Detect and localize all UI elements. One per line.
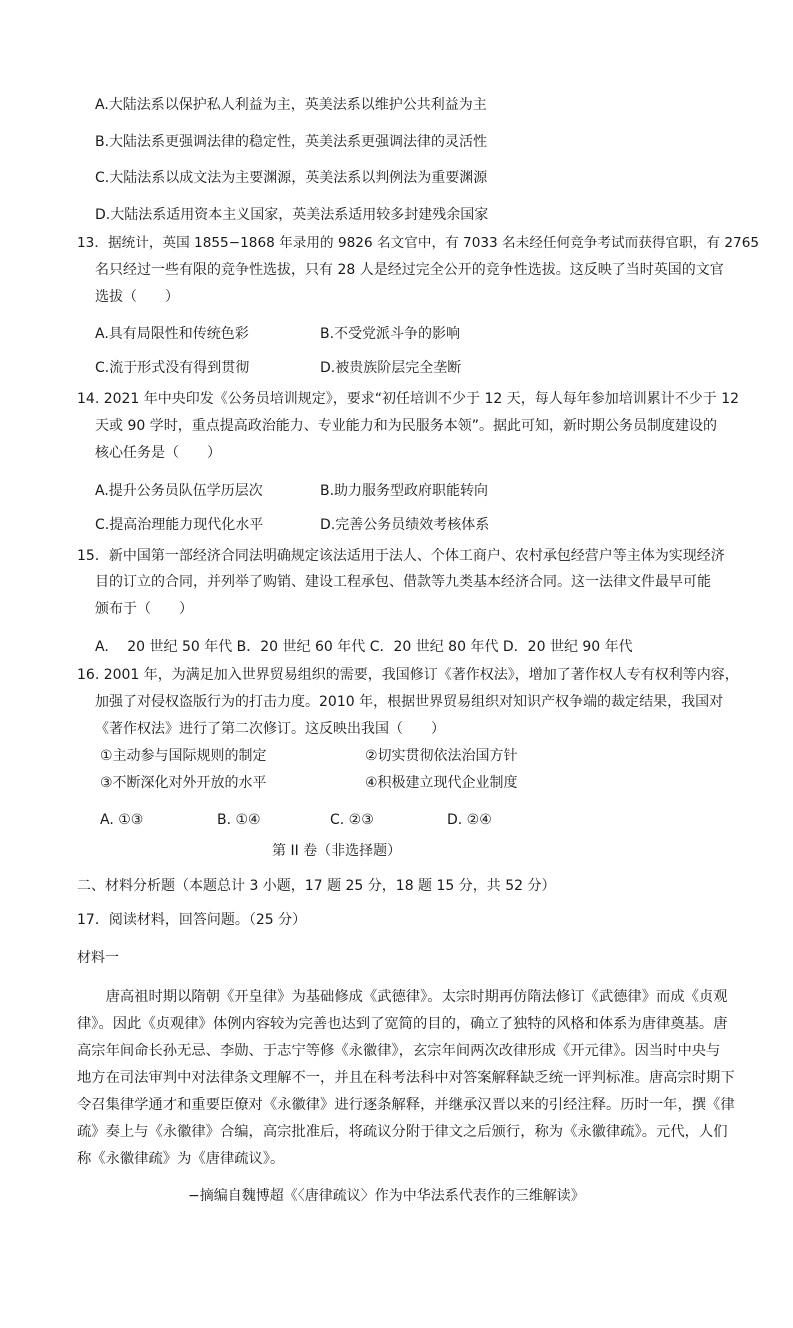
q13-stem-line-2: 名只经过一些有限的竞争性选拔，只有 28 人是经过完全公开的竞争性选拔。这反映了当时英国的文官 xyxy=(95,262,724,278)
q13-option-d: D.被贵族阶层完全垄断 xyxy=(320,360,462,376)
material-line-3: 高宗年间命长孙无忌、李勋、于志宁等修《永徽律》，玄宗年间两次改律形成《开元律》。因当时中央与 xyxy=(77,1043,721,1059)
q14-option-c: C.提高治理能力现代化水平 xyxy=(95,517,264,533)
q13-stem-line-3: 选拔（ ） xyxy=(95,289,179,305)
q12-option-b: B.大陆法系更强调法律的稳定性，英美法系更强调法律的灵活性 xyxy=(95,134,488,150)
q16-item-1: ①主动参与国际规则的制定 xyxy=(100,748,267,764)
q15-stem-line-1: 15．新中国第一部经济合同法明确规定该法适用于法人、个体工商户、农村承包经营户等主体为实现经济 xyxy=(77,548,725,564)
q16-item-4: ④积极建立现代企业制度 xyxy=(365,775,518,791)
q16-option-b: B. ①④ xyxy=(217,812,261,828)
material-line-2: 律》。因此《贞观律》体例内容较为完善也达到了宽简的目的，确立了独特的风格和体系为唐律奠基。唐 xyxy=(77,1016,728,1032)
q14-stem-line-1: 14. 2021 年中央印发《公务员培训规定》，要求“初任培训不少于 12 天，每人每年参加培训累计不少于 12 xyxy=(77,391,740,407)
material-line-6: 疏》奏上与《永徽律》合编，高宗批准后，将疏议分附于律文之后颁行，称为《永徽律疏》。元代，人们 xyxy=(77,1124,728,1140)
material-label: 材料一 xyxy=(77,950,119,966)
q15-stem-line-3: 颁布于（ ） xyxy=(95,601,193,617)
q16-stem-line-3: 《著作权法》进行了第二次修订。这反映出我国（ ） xyxy=(95,721,445,737)
q14-stem-line-2: 天或 90 学时，重点提高政治能力、专业能力和为民服务本领”。据此可知，新时期公务员制度建设的 xyxy=(95,418,717,434)
q13-option-c: C.流于形式没有得到贯彻 xyxy=(95,360,250,376)
q13-stem-line-1: 13．据统计，英国 1855−1868 年录用的 9826 名文官中，有 7033 名未经任何竞争考试而获得官职，有 2765 xyxy=(77,235,760,251)
q13-option-a: A.具有局限性和传统色彩 xyxy=(95,326,249,342)
q12-option-a: A.大陆法系以保护私人利益为主，英美法系以维护公共利益为主 xyxy=(95,97,487,113)
q16-item-2: ②切实贯彻依法治国方针 xyxy=(365,748,518,764)
material-line-5: 令召集律学通才和重要臣僚对《永徽律》进行逐条解释，并继承汉晋以来的引经注释。历时一年，撰《律 xyxy=(77,1097,735,1113)
q16-option-d: D. ②④ xyxy=(447,812,492,828)
q16-item-3: ③不断深化对外开放的水平 xyxy=(100,775,267,791)
source-citation: −摘编自魏博超《〈唐律疏议〉作为中华法系代表作的三维解读》 xyxy=(188,1188,585,1204)
section2-title: 第 II 卷（非选择题） xyxy=(272,843,402,859)
q14-stem-line-3: 核心任务是（ ） xyxy=(95,445,221,461)
q16-option-c: C. ②③ xyxy=(330,812,374,828)
q16-option-a: A. ①③ xyxy=(100,812,144,828)
q13-option-b: B.不受党派斗争的影响 xyxy=(320,326,461,342)
q15-stem-line-2: 目的订立的合同，并列举了购销、建设工程承包、借款等九类基本经济合同。这一法律文件最早可能 xyxy=(95,574,711,590)
q16-stem-line-1: 16. 2001 年，为满足加入世界贸易组织的需要，我国修订《著作权法》，增加了著作权人专有权利等内容， xyxy=(77,667,739,683)
q14-option-d: D.完善公务员绩效考核体系 xyxy=(320,517,490,533)
q12-option-d: D.大陆法系适用资本主义国家，英美法系适用较多封建残余国家 xyxy=(95,207,489,223)
material-line-1: 唐高祖时期以隋朝《开皇律》为基础修成《武德律》。太宗时期再仿隋法修订《武德律》而成《贞观 xyxy=(77,989,728,1005)
q17-heading: 17．阅读材料，回答问题。（25 分） xyxy=(77,912,307,928)
q16-stem-line-2: 加强了对侵权盗版行为的打击力度。2010 年，根据世界贸易组织对知识产权争端的裁定结果，我国对 xyxy=(95,694,724,710)
material-line-7: 称《永徽律疏》为《唐律疏议》。 xyxy=(77,1151,285,1167)
q15-options: A. 20 世纪 50 年代 B．20 世纪 60 年代 C．20 世纪 80 年代 D．20 世纪 90 年代 xyxy=(95,639,633,655)
q14-option-a: A.提升公务员队伍学历层次 xyxy=(95,483,263,499)
section2-heading: 二、材料分析题（本题总计 3 小题，17 题 25 分，18 题 15 分，共 52 分） xyxy=(77,878,556,894)
q14-option-b: B.助力服务型政府职能转向 xyxy=(320,483,489,499)
q12-option-c: C.大陆法系以成文法为主要渊源，英美法系以判例法为重要渊源 xyxy=(95,170,488,186)
material-line-4: 地方在司法审判中对法律条文理解不一，并且在科考法科中对答案解释缺乏统一评判标准。唐高宗时期下 xyxy=(77,1070,735,1086)
